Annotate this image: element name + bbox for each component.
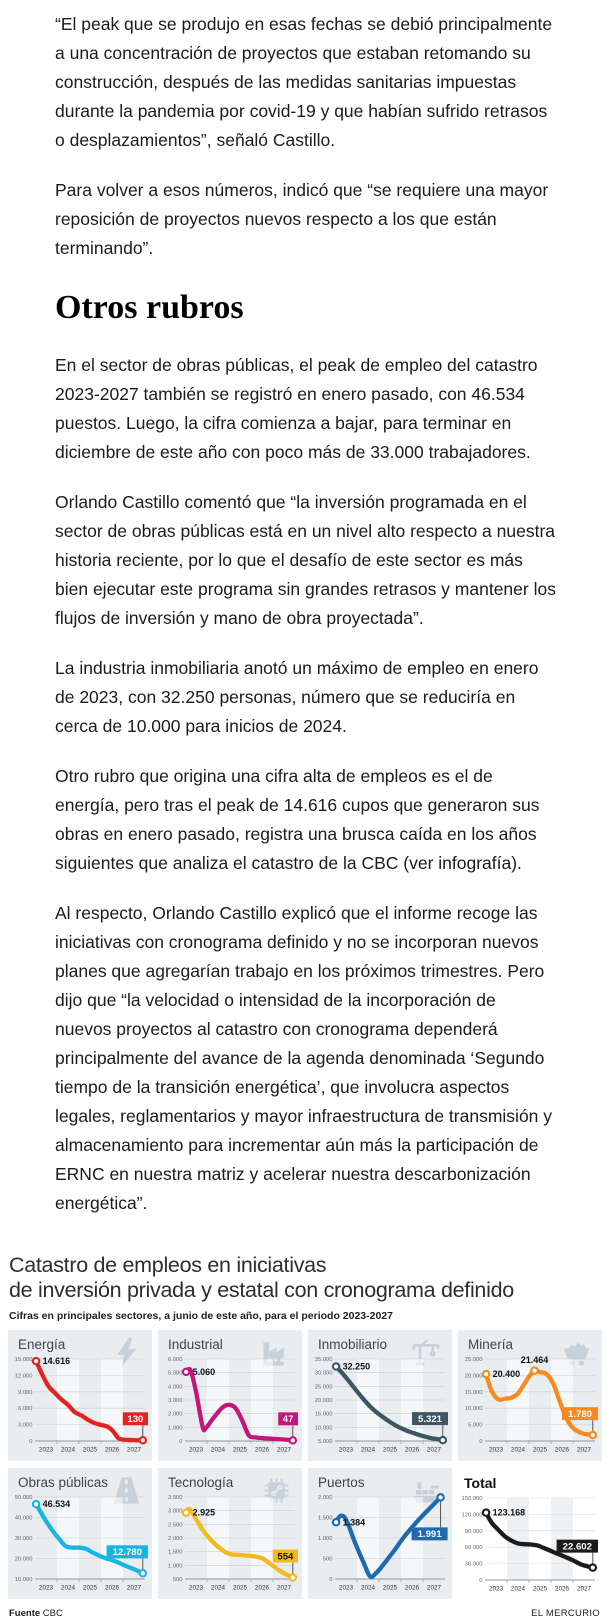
svg-text:1.500: 1.500 — [317, 1515, 333, 1522]
chart-title-inmobiliario: Inmobiliario — [318, 1337, 388, 1352]
chart-title-energia: Energía — [18, 1337, 66, 1352]
svg-text:10.000: 10.000 — [464, 1406, 483, 1413]
svg-text:46.534: 46.534 — [42, 1499, 71, 1510]
svg-text:20.000: 20.000 — [464, 1373, 483, 1380]
svg-text:2023: 2023 — [488, 1585, 504, 1593]
svg-text:0: 0 — [479, 1578, 483, 1584]
line-chart-puertos — [308, 1489, 450, 1595]
svg-text:2027: 2027 — [576, 1585, 592, 1593]
article-paragraph: Al respecto, Orlando Castillo explicó que el informe recoge las iniciativas con cronograma definido y no se incorporan nuevos planes que agregarían trabajo en los próximos trimestres. Pero dijo que “la velocidad o intensidad de la incorporación de nuevos proyectos al catastro con cronograma dependerá principalmente del avance de la agenda denominada ‘Segundo tiempo de la transición energética’, que involucra aspectos legales, reglamentarios y mayor infraestructura de transmisión y almacenamiento para incrementar aún más la participación de ERNC en nuestra matriz y acelerar nuestra descarbonización energética”. — [55, 903, 553, 1213]
svg-text:1.500: 1.500 — [167, 1549, 183, 1556]
article-paragraph: En el sector de obras públicas, el peak de empleo del catastro 2023-2027 también se registró en enero pasado, con 46.534 puestos. Luego, la cifra comienza a bajar, para terminar en diciembre de este año con poco más de 33.000 trabajadores. — [55, 355, 538, 462]
chart-title-industrial: Industrial — [168, 1337, 223, 1352]
chart-panel-total — [458, 1468, 602, 1599]
line-chart-inmobiliario — [308, 1351, 450, 1457]
chart-title-total: Total — [464, 1475, 497, 1491]
svg-text:3.500: 3.500 — [167, 1495, 183, 1501]
infographic-title-line1: Catastro de empleos en iniciativas — [9, 1253, 327, 1277]
article-paragraph: Orlando Castillo comentó que “la inversión programada en el sector de obras públicas está en un nivel alto respecto a nuestra historia reciente, por lo que el desafío de este sector es más bien ejecutar este programa sin grandes retrasos y mantener los flujos de inversión y mano de obra proyectada”. — [55, 492, 556, 628]
svg-text:2027: 2027 — [426, 1446, 442, 1454]
chart-title-puertos: Puertos — [318, 1475, 365, 1490]
svg-text:30.000: 30.000 — [314, 1370, 333, 1377]
svg-text:40.000: 40.000 — [14, 1515, 33, 1522]
svg-text:2023: 2023 — [188, 1584, 204, 1592]
svg-text:6.000: 6.000 — [17, 1406, 33, 1413]
svg-text:2027: 2027 — [426, 1584, 442, 1592]
svg-text:130: 130 — [127, 1414, 144, 1426]
svg-text:6.000: 6.000 — [167, 1357, 183, 1363]
svg-text:5.000: 5.000 — [317, 1439, 333, 1445]
svg-text:1.991: 1.991 — [417, 1529, 442, 1541]
svg-text:30.000: 30.000 — [14, 1536, 33, 1542]
svg-text:2026: 2026 — [554, 1446, 570, 1454]
svg-text:2024: 2024 — [60, 1584, 76, 1592]
svg-text:554: 554 — [277, 1551, 294, 1563]
svg-text:2026: 2026 — [104, 1584, 120, 1592]
svg-text:2027: 2027 — [276, 1584, 292, 1592]
svg-text:2026: 2026 — [254, 1446, 270, 1454]
line-chart-industrial — [158, 1351, 300, 1457]
svg-text:1.384: 1.384 — [342, 1517, 366, 1528]
article-paragraph: “El peak que se produjo en esas fechas se debió principalmente a una concentración de proyectos que estaban retomando su construcción, después de las medidas sanitarias impuestas durante la pandemia por covid-19 y que habían sufrido retrasos o desplazamientos”, señaló Castillo. — [55, 14, 553, 150]
svg-text:2025: 2025 — [532, 1585, 548, 1593]
svg-text:2024: 2024 — [510, 1446, 526, 1454]
svg-text:15.000: 15.000 — [464, 1389, 483, 1396]
svg-text:3.000: 3.000 — [167, 1508, 183, 1515]
svg-text:10.000: 10.000 — [14, 1577, 33, 1583]
svg-text:5.321: 5.321 — [417, 1413, 443, 1425]
infographic-subtitle: Cifras en principales sectores, a junio de este año, para el periodo 2023-2027 — [9, 1310, 393, 1322]
svg-text:2026: 2026 — [404, 1584, 420, 1592]
chart-panel-energia — [8, 1330, 152, 1461]
svg-text:15.000: 15.000 — [14, 1357, 33, 1363]
article-paragraph: Otro rubro que origina una cifra alta de empleos es el de energía, pero tras el peak de 14.616 cupos que generaron sus obras en enero pasado, registra una brusca caída en los años siguientes que analiza el catastro de la CBC (ver infografía). — [55, 766, 540, 873]
svg-text:2023: 2023 — [338, 1446, 354, 1454]
svg-text:2027: 2027 — [126, 1446, 142, 1454]
line-chart-tecnologia — [158, 1489, 300, 1595]
svg-text:35.000: 35.000 — [314, 1357, 333, 1363]
svg-text:2026: 2026 — [104, 1446, 120, 1454]
svg-text:500: 500 — [322, 1556, 333, 1563]
svg-text:3.000: 3.000 — [167, 1398, 183, 1404]
chart-panel-obras-publicas — [8, 1468, 152, 1599]
line-chart-energia — [8, 1351, 150, 1457]
svg-text:2027: 2027 — [276, 1446, 292, 1454]
infographic-title-line2: de inversión privada y estatal con cronograma definido — [9, 1278, 514, 1302]
svg-text:2023: 2023 — [488, 1446, 504, 1454]
svg-text:2024: 2024 — [60, 1446, 76, 1454]
svg-text:5.060: 5.060 — [192, 1366, 216, 1377]
svg-text:2024: 2024 — [360, 1446, 376, 1454]
charts-grid — [0, 1330, 610, 1599]
svg-text:2025: 2025 — [532, 1446, 548, 1454]
svg-text:20.400: 20.400 — [492, 1369, 521, 1380]
svg-text:1.000: 1.000 — [167, 1563, 183, 1570]
svg-text:2027: 2027 — [576, 1446, 592, 1454]
svg-text:2024: 2024 — [510, 1585, 526, 1593]
svg-text:2024: 2024 — [210, 1446, 226, 1454]
svg-text:1.000: 1.000 — [317, 1536, 333, 1542]
svg-text:150.000: 150.000 — [461, 1496, 483, 1502]
svg-text:0: 0 — [479, 1439, 483, 1445]
svg-text:4.000: 4.000 — [167, 1384, 183, 1391]
svg-text:20.000: 20.000 — [14, 1556, 33, 1563]
svg-text:20.000: 20.000 — [314, 1398, 333, 1404]
line-chart-mineria — [458, 1351, 600, 1457]
source-label: Fuente — [9, 1608, 41, 1619]
svg-text:0: 0 — [29, 1439, 33, 1445]
article-paragraph: La industria inmobiliaria anotó un máximo de empleo en enero de 2023, con 32.250 personas, número que se reduciría en cerca de 10.000 para inicios de 2024. — [55, 658, 539, 736]
svg-text:1.000: 1.000 — [167, 1425, 183, 1432]
svg-text:120.000: 120.000 — [461, 1512, 483, 1519]
svg-text:25.000: 25.000 — [314, 1384, 333, 1391]
svg-text:2024: 2024 — [210, 1584, 226, 1592]
svg-text:12.780: 12.780 — [112, 1547, 142, 1559]
svg-text:32.250: 32.250 — [342, 1361, 371, 1372]
infographic-title — [0, 1253, 610, 1303]
svg-text:5.000: 5.000 — [167, 1370, 183, 1377]
svg-text:2025: 2025 — [82, 1446, 98, 1454]
article-paragraph: Para volver a esos números, indicó que “se requiere una mayor reposición de proyectos nuevos respecto a los que están terminando”. — [55, 180, 549, 258]
infographic-footer — [0, 1599, 610, 1619]
svg-text:15.000: 15.000 — [314, 1411, 333, 1418]
svg-text:3.000: 3.000 — [17, 1422, 33, 1429]
svg-text:2024: 2024 — [360, 1584, 376, 1592]
svg-text:1.780: 1.780 — [567, 1408, 593, 1420]
svg-text:2025: 2025 — [382, 1584, 398, 1592]
svg-text:60.000: 60.000 — [464, 1545, 483, 1552]
svg-text:2026: 2026 — [404, 1446, 420, 1454]
chart-title-tecnologia: Tecnología — [168, 1475, 234, 1490]
svg-text:2025: 2025 — [232, 1584, 248, 1592]
chart-title-mineria: Minería — [468, 1337, 514, 1352]
chart-panel-industrial — [158, 1330, 302, 1461]
svg-text:500: 500 — [172, 1577, 183, 1583]
source-value: CBC — [42, 1608, 63, 1619]
svg-text:14.616: 14.616 — [42, 1356, 71, 1367]
svg-text:90.000: 90.000 — [464, 1528, 483, 1535]
svg-text:0: 0 — [179, 1439, 183, 1445]
section-heading: Otros rubros — [55, 289, 244, 326]
svg-text:2023: 2023 — [38, 1446, 54, 1454]
infographic — [0, 1239, 610, 1619]
svg-text:2.500: 2.500 — [167, 1522, 183, 1529]
chart-panel-tecnologia — [158, 1468, 302, 1599]
svg-text:2.925: 2.925 — [192, 1507, 216, 1518]
svg-text:12.000: 12.000 — [14, 1373, 33, 1380]
svg-text:25.000: 25.000 — [464, 1357, 483, 1363]
svg-text:22.602: 22.602 — [562, 1541, 592, 1553]
svg-text:47: 47 — [282, 1414, 294, 1426]
svg-text:10.000: 10.000 — [314, 1425, 333, 1432]
svg-text:2027: 2027 — [126, 1584, 142, 1592]
chart-title-obras-publicas: Obras públicas — [18, 1475, 109, 1490]
svg-text:2023: 2023 — [38, 1584, 54, 1592]
line-chart-obras-publicas — [8, 1489, 150, 1595]
svg-text:2.000: 2.000 — [167, 1536, 183, 1542]
svg-text:2025: 2025 — [232, 1446, 248, 1454]
chart-panel-puertos — [308, 1468, 452, 1599]
svg-text:123.168: 123.168 — [492, 1507, 526, 1518]
svg-text:2023: 2023 — [338, 1584, 354, 1592]
svg-text:2026: 2026 — [554, 1585, 570, 1593]
svg-text:2.000: 2.000 — [317, 1495, 333, 1501]
svg-text:9.000: 9.000 — [17, 1389, 33, 1396]
svg-text:30.000: 30.000 — [464, 1561, 483, 1568]
source-credit — [9, 1608, 63, 1619]
svg-text:50.000: 50.000 — [14, 1495, 33, 1501]
svg-text:5.000: 5.000 — [467, 1422, 483, 1429]
publisher-credit: EL MERCURIO — [531, 1608, 600, 1619]
svg-text:2025: 2025 — [382, 1446, 398, 1454]
chart-panel-mineria — [458, 1330, 602, 1461]
svg-text:2025: 2025 — [82, 1584, 98, 1592]
svg-text:2026: 2026 — [254, 1584, 270, 1592]
svg-text:2023: 2023 — [188, 1446, 204, 1454]
line-chart-total — [458, 1490, 600, 1596]
svg-text:2.000: 2.000 — [167, 1411, 183, 1418]
svg-text:21.464: 21.464 — [520, 1355, 549, 1366]
svg-text:0: 0 — [329, 1577, 333, 1583]
chart-panel-inmobiliario — [308, 1330, 452, 1461]
